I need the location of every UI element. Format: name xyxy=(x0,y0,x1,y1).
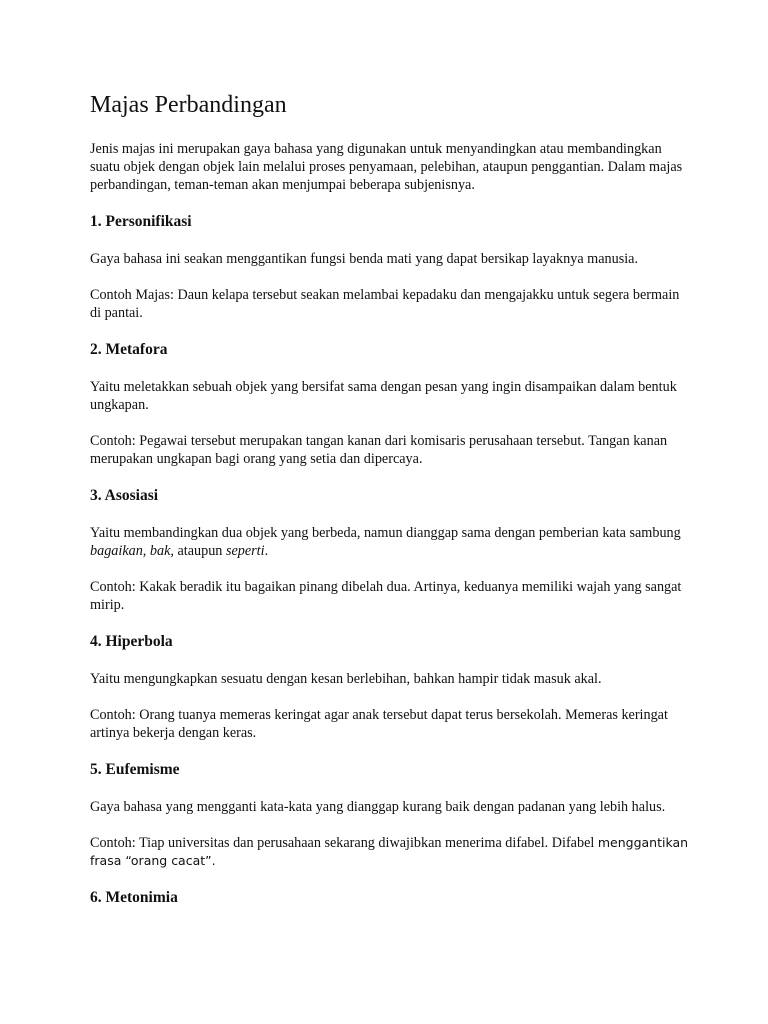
example-text-sans: menggantikan frasa “orang cacat”. xyxy=(90,835,689,868)
section-heading-metonimia: 6. Metonimia xyxy=(90,889,178,906)
section-heading-metafora: 2. Metafora xyxy=(90,341,168,358)
section-example: Contoh: Orang tuanya memeras keringat agar anak tersebut dapat terus bersekolah. Memeras keringat artinya bekerja dengan keras. xyxy=(90,707,668,741)
section-heading-eufemisme: 5. Eufemisme xyxy=(90,761,180,778)
section-description xyxy=(90,524,690,560)
desc-italic: bagaikan, bak, xyxy=(90,543,174,559)
desc-text: ataupun xyxy=(173,543,226,559)
section-example: Contoh Majas: Daun kelapa tersebut seakan melambai kepadaku dan mengajakku untuk segera bermain di pantai. xyxy=(90,287,680,321)
section-description: Gaya bahasa yang mengganti kata-kata yang dianggap kurang baik dengan padanan yang lebih halus. xyxy=(90,799,666,815)
section-example xyxy=(90,834,690,870)
example-text: Contoh: Tiap universitas dan perusahaan sekarang diwajibkan menerima difabel. Difabel xyxy=(90,835,598,851)
section-heading-personifikasi: 1. Personifikasi xyxy=(90,213,192,230)
page-title: Majas Perbandingan xyxy=(90,92,287,118)
section-description: Yaitu meletakkan sebuah objek yang bersifat sama dengan pesan yang ingin disampaikan dalam bentuk ungkapan. xyxy=(90,379,677,413)
section-heading-asosiasi: 3. Asosiasi xyxy=(90,487,159,504)
desc-italic: seperti xyxy=(225,543,265,559)
section-description: Gaya bahasa ini seakan menggantikan fungsi benda mati yang dapat bersikap layaknya manusia. xyxy=(90,251,639,267)
section-description: Yaitu mengungkapkan sesuatu dengan kesan berlebihan, bahkan hampir tidak masuk akal. xyxy=(90,671,602,687)
desc-text: . xyxy=(264,543,269,559)
section-example: Contoh: Kakak beradik itu bagaikan pinang dibelah dua. Artinya, keduanya memiliki wajah yang sangat mirip. xyxy=(90,579,682,613)
section-example: Contoh: Pegawai tersebut merupakan tangan kanan dari komisaris perusahaan tersebut. Tangan kanan merupakan ungkapan bagi orang yang setia dan dipercaya. xyxy=(90,433,668,467)
section-heading-hiperbola: 4. Hiperbola xyxy=(90,633,173,650)
document-page xyxy=(90,88,690,926)
desc-text: Yaitu membandingkan dua objek yang berbeda, namun dianggap sama dengan pemberian kata sambung xyxy=(90,525,681,541)
intro-paragraph: Jenis majas ini merupakan gaya bahasa yang digunakan untuk menyandingkan atau membandingkan suatu objek dengan objek lain melalui proses penyamaan, pelebihan, ataupun penggantian. Dalam majas perbandingan, teman-teman akan menjumpai beberapa subjenisnya. xyxy=(90,141,683,193)
